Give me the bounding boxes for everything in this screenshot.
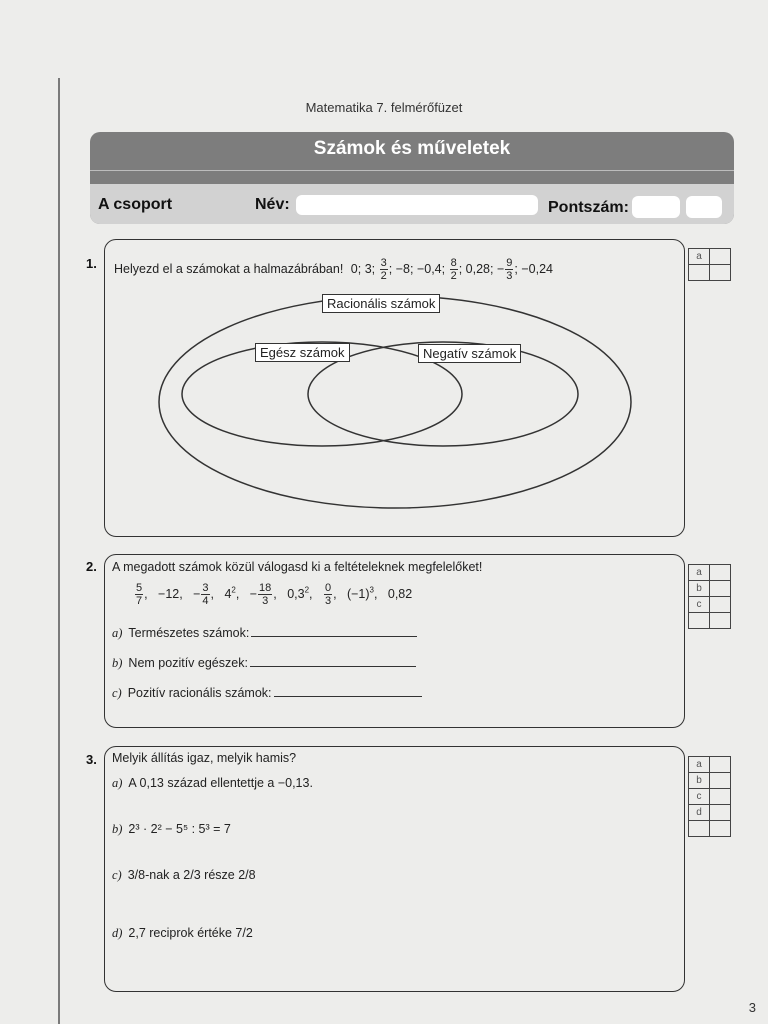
rational-set-ellipse <box>159 296 631 508</box>
worksheet-title: Számok és műveletek <box>313 138 511 159</box>
score-label: Pontszám: <box>548 199 629 216</box>
task3-item-a: a) A 0,13 század ellentettje a −0,13. <box>112 776 313 790</box>
fraction-8-2: $\frac{8}{2}$ <box>450 257 457 282</box>
task2-prompt: A megadott számok közül válogasd ki a feltételeknek megfelelőket! <box>112 560 483 574</box>
task1-score-grid <box>688 248 731 281</box>
grid-label: d <box>689 805 710 821</box>
grid-cell <box>689 265 710 281</box>
task2-box <box>104 554 685 728</box>
grid-cell[interactable] <box>710 581 731 597</box>
task2-number-list: $\frac{5}{7}$ , −12, − $\frac{3}{4}$ , $4^2$, − $\frac{18}{3}$ , $0,3^2$, $\frac{0}{3}$ , $(-1)^3$, 0,82 <box>136 582 413 607</box>
name-label: Név: <box>255 196 290 213</box>
task2-item-c: c) Pozitív racionális számok: <box>112 686 422 701</box>
number-item: 0; <box>350 261 362 276</box>
page-header: Matematika 7. felmérőfüzet <box>305 100 463 115</box>
grid-label: c <box>689 597 710 613</box>
task2-item-b: b) Nem pozitív egészek: <box>112 656 416 671</box>
task2-score-grid <box>688 564 731 629</box>
grid-cell[interactable] <box>710 789 731 805</box>
number-item: −0,24 <box>521 261 554 276</box>
task2-number: 2. <box>86 559 97 574</box>
grid-label: a <box>689 565 710 581</box>
answer-line[interactable] <box>251 635 417 637</box>
fraction-9-3: $\frac{9}{3}$ <box>506 257 513 282</box>
grid-cell[interactable] <box>710 821 731 837</box>
grid-label: c <box>689 789 710 805</box>
grid-label: b <box>689 581 710 597</box>
rational-numbers-label: Racionális számok <box>322 294 440 313</box>
number-item: −0,4; <box>416 261 446 276</box>
page-number: 3 <box>748 1000 756 1015</box>
grid-label: b <box>689 773 710 789</box>
grid-label: a <box>689 249 710 265</box>
grid-cell[interactable] <box>710 597 731 613</box>
grid-cell[interactable] <box>710 565 731 581</box>
negative-numbers-label: Negatív számok <box>418 344 521 363</box>
task3-item-b: b) 2³ · 2² − 5⁵ : 5³ = 7 <box>112 822 231 836</box>
number-item: −8; <box>395 261 414 276</box>
number-item: 3; <box>364 261 376 276</box>
fraction-3-2: $\frac{3}{2}$ <box>380 257 387 282</box>
task1-prompt-text: Helyezd el a számokat a halmazábrában! <box>114 261 344 276</box>
task1-number: 1. <box>86 256 97 271</box>
grid-cell <box>689 821 710 837</box>
task3-score-grid <box>688 756 731 837</box>
task3-prompt: Melyik állítás igaz, melyik hamis? <box>112 751 297 765</box>
answer-line[interactable] <box>250 665 416 667</box>
grid-cell[interactable] <box>710 805 731 821</box>
task3-item-d: d) 2,7 reciprok értéke 7/2 <box>112 926 253 940</box>
number-item: 0,28; <box>465 261 494 276</box>
grid-cell[interactable] <box>710 773 731 789</box>
task2-item-a: a) Természetes számok: <box>112 626 417 641</box>
number-list: 0; 3; $\frac{3}{2}$ ; −8; −0,4; $\frac{8}{2}$ ; 0,28; − $\frac{9}{3}$ ; −0,24 <box>350 257 554 282</box>
grid-cell[interactable] <box>710 757 731 773</box>
task3-number: 3. <box>86 752 97 767</box>
grid-cell <box>689 613 710 629</box>
grid-cell[interactable] <box>710 265 731 281</box>
answer-line[interactable] <box>274 695 422 697</box>
integers-label: Egész számok <box>255 343 350 362</box>
grid-cell[interactable] <box>710 249 731 265</box>
group-label: A csoport <box>98 196 173 213</box>
grid-cell[interactable] <box>710 613 731 629</box>
grid-label: a <box>689 757 710 773</box>
task3-item-c: c) 3/8-nak a 2/3 része 2/8 <box>112 868 256 882</box>
